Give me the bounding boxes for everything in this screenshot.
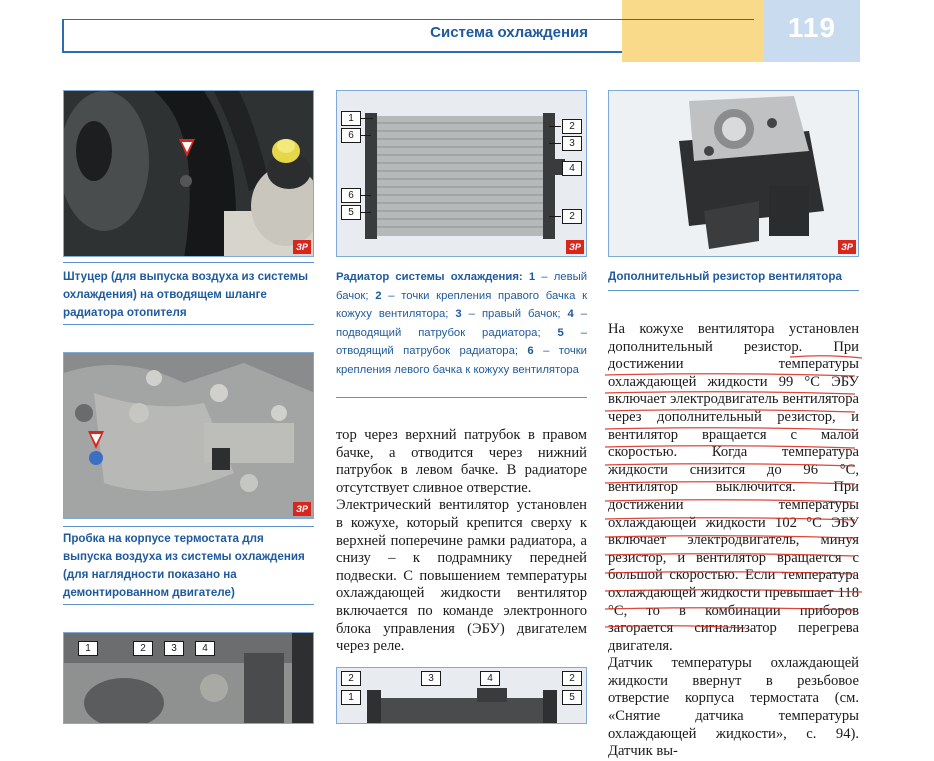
radiator-label-4: 4: [562, 161, 582, 176]
radiator-label-6a: 6: [341, 128, 361, 143]
fan-label-4: 4: [480, 671, 500, 686]
caption-resistor: Дополнительный резистор вентилятора: [608, 270, 842, 283]
divider: [608, 290, 859, 291]
fan-label-5: 5: [562, 690, 582, 705]
photo-label-3: 3: [164, 641, 184, 656]
divider: [336, 397, 587, 398]
photo-bleed-fitting: [63, 90, 314, 257]
caption-bleed-fitting: Штуцер (для выпуска воздуха из системы охлаждения) на отводящем шланге радиатора отопителя: [63, 270, 309, 319]
red-underline-annotations: [600, 340, 870, 640]
paragraph: тор через верхний патрубок в правом бачке, а отводится через нижний патрубок в левом бачке. В радиаторе отсутствует сливное отверстие.: [336, 427, 587, 496]
radiator-label-2b: 2: [562, 209, 582, 224]
radiator-label-5: 5: [341, 205, 361, 220]
divider: [63, 604, 314, 605]
photo-label-4: 4: [195, 641, 215, 656]
badge-zr: ЗР: [566, 240, 584, 254]
badge-zr: ЗР: [293, 502, 311, 516]
page-number: 119: [787, 12, 837, 43]
header-rule-bottom: [62, 51, 622, 53]
radiator-label-6b: 6: [341, 188, 361, 203]
photo-engine-bottom: [63, 632, 314, 724]
caption-thermostat-plug: Пробка на корпусе термостата для выпуска воздуха из системы охлаждения (для наглядности показано на демонтированном двигателе): [63, 532, 305, 599]
photo-resistor: [608, 90, 859, 257]
section-title: Система охлаждения: [430, 24, 588, 41]
photo-label-2: 2: [133, 641, 153, 656]
radiator-label-1: 1: [341, 111, 361, 126]
caption-radiator-title: Радиатор системы охлаждения:: [336, 271, 523, 283]
middle-body-text: [336, 427, 587, 656]
paragraph: Датчик температуры охлаждающей жидкости ввернут в резьбовое отверстие корпуса термостата (см. «Снятие датчика температуры охлаждающей жидкости», с. 94). Датчик вы-: [608, 655, 859, 760]
fan-label-2a: 2: [341, 671, 361, 686]
paragraph: На кожухе вентилятора установлен дополнительный резистор. При достижении температуры охлаждающей жидкости 99 °С ЭБУ включает электродвигатель вентилятора через дополнительный резистор, и вентилятор вращается с малой скоростью. Когда температура жидкости снизится до 96 °С, вентилятор выключится. При достижении температуры охлаждающей жидкости 102 °С ЭБУ включает электродвигатель, минуя резистор, и вентилятор вращается с большой скоростью. Если температура охлаждающей жидкости превышает 118 °С, то в комбинации приборов загорается сигнализатор перегрева двигателя.: [608, 321, 859, 654]
radiator-label-2a: 2: [562, 119, 582, 134]
fan-label-1: 1: [341, 690, 361, 705]
paragraph: Электрический вентилятор установлен в кожухе, который крепится сверху к верхней поперечине рамки радиатора, а снизу – к подрамнику передней подвески. С повышением температуры охлаждающей жидкости вентилятор включается по команде электронного блока управления (ЭБУ) двигателем через реле.: [336, 497, 587, 655]
photo-thermostat-plug: [63, 352, 314, 519]
photo-radiator: [336, 90, 587, 257]
divider: [63, 526, 314, 527]
radiator-label-3: 3: [562, 136, 582, 151]
header-yellow-band: [622, 0, 764, 62]
badge-zr: ЗР: [838, 240, 856, 254]
badge-zr: ЗР: [293, 240, 311, 254]
photo-label-1: 1: [78, 641, 98, 656]
caption-radiator: Радиатор системы охлаждения: 1 – левый бачок; 2 – точки крепления правого бачка к кожуху вентилятора; 3 – правый бачок; 4 – подводящий патрубок радиатора; 5 – отводящий патрубок радиатора; 6 – точки крепления левого бачка к кожуху вентилятора: [336, 271, 588, 376]
fan-label-3: 3: [421, 671, 441, 686]
divider: [63, 324, 314, 325]
divider: [63, 262, 314, 263]
photo-radiator-fan: [336, 667, 587, 724]
header-rule-top: [62, 19, 754, 20]
fan-label-2b: 2: [562, 671, 582, 686]
header-rule-left: [62, 19, 64, 52]
